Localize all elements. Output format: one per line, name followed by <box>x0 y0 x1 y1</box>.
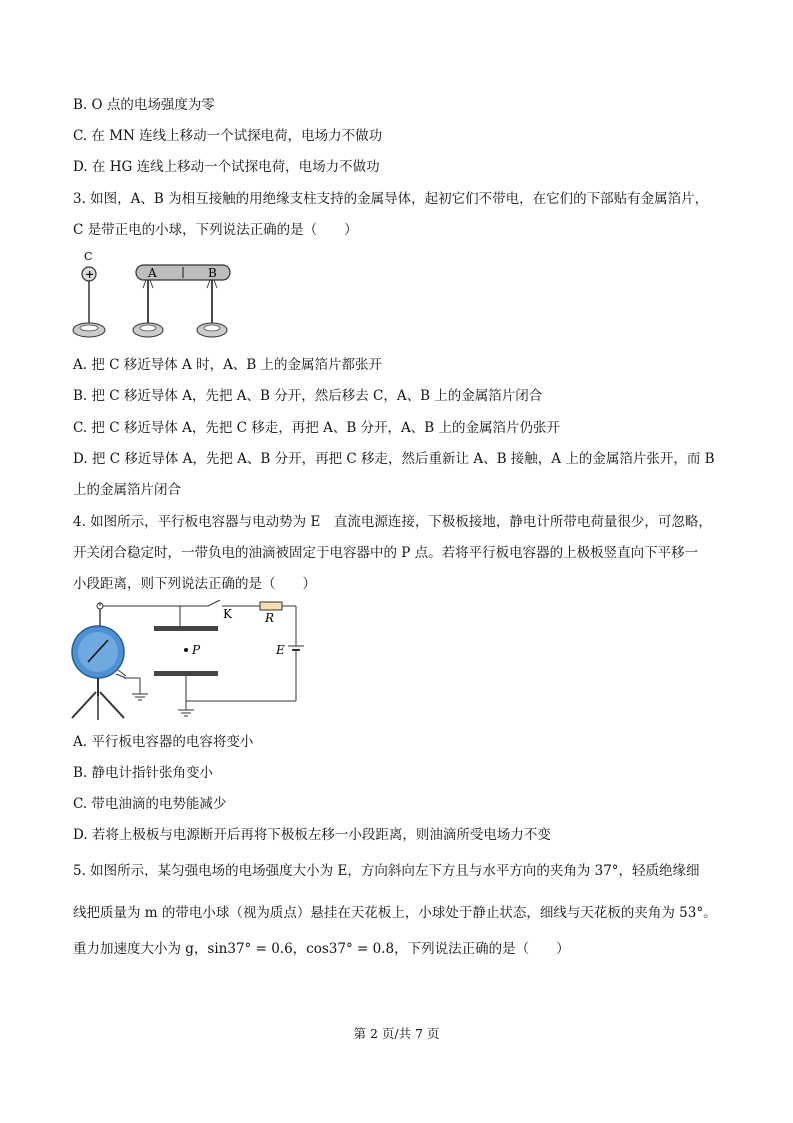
label-c: C <box>84 250 93 263</box>
page-footer: 第 2 页/共 7 页 <box>353 1026 440 1041</box>
option-3d-1: D. 把 C 移近导体 A，先把 A、B 分开，再把 C 移走，然后重新让 A、B 接触，A 上的金属箔片张开，而 B <box>73 451 715 467</box>
question-5-stem-2: 线把质量为 m 的带电小球（视为质点）悬挂在天花板上，小球处于静止状态，细线与天花板的夹角为 53°。 <box>73 905 717 921</box>
text-line-3: D. 在 HG 连线上移动一个试探电荷，电场力不做功 <box>73 159 380 175</box>
label-r: R <box>265 611 275 625</box>
label-p: P <box>192 643 201 657</box>
text-line-2: C. 在 MN 连线上移动一个试探电荷，电场力不做功 <box>73 128 383 144</box>
option-4c: C. 带电油滴的电势能减少 <box>73 796 227 812</box>
figure-conductors <box>68 248 248 344</box>
label-k: K <box>223 607 232 621</box>
question-3-stem-1: 3. 如图，A、B 为相互接触的用绝缘支柱支持的金属导体，起初它们不带电，在它们的下部贴有金属箔片， <box>73 191 709 207</box>
upper-plate <box>154 626 218 631</box>
label-a: A <box>148 266 157 280</box>
label-e: E <box>276 643 285 657</box>
text-line-1: B. O 点的电场强度为零 <box>73 97 215 113</box>
option-3a: A. 把 C 移近导体 A 时，A、B 上的金属箔片都张开 <box>73 357 383 373</box>
option-4a: A. 平行板电容器的电容将变小 <box>73 734 254 750</box>
option-3c: C. 把 C 移近导体 A，先把 C 移走，再把 A、B 分开，A、B 上的金属箔片仍张开 <box>73 420 561 436</box>
figure-capacitor-circuit <box>68 600 308 724</box>
label-b: B <box>208 266 217 280</box>
question-4-stem-2: 开关闭合稳定时，一带负电的油滴被固定于电容器中的 P 点。若将平行板电容器的上极板竖直向下平移一 <box>73 545 699 561</box>
resistor <box>260 602 282 610</box>
plus-sign: + <box>85 268 95 281</box>
option-3b: B. 把 C 移近导体 A，先把 A、B 分开，然后移去 C，A、B 上的金属箔片闭合 <box>73 388 543 404</box>
question-5-stem-1: 5. 如图所示，某匀强电场的电场强度大小为 E，方向斜向左下方且与水平方向的夹角为 37°，轻质绝缘细 <box>73 863 700 879</box>
option-4b: B. 静电计指针张角变小 <box>73 765 214 781</box>
option-3d-2: 上的金属箔片闭合 <box>73 482 181 498</box>
question-3-stem-2: C 是带正电的小球，下列说法正确的是（ ） <box>73 222 358 238</box>
option-4d: D. 若将上极板与电源断开后再将下极板左移一小段距离，则油滴所受电场力不变 <box>73 827 551 843</box>
question-4-stem-1: 4. 如图所示，平行板电容器与电动势为 E 直流电源连接，下极板接地，静电计所带电荷量很少，可忽略， <box>73 514 712 530</box>
question-4-stem-3: 小段距离，则下列说法正确的是（ ） <box>73 576 316 592</box>
question-5-stem-3: 重力加速度大小为 g，sin37° = 0.6，cos37° = 0.8，下列说法正确的是（ ） <box>73 941 570 957</box>
lower-plate <box>154 671 218 676</box>
